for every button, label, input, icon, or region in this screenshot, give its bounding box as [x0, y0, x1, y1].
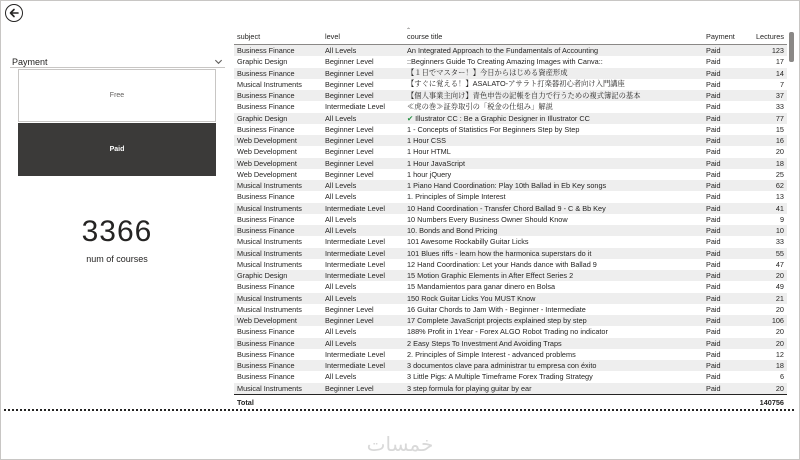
cell-level: Beginner Level [325, 383, 374, 393]
back-arrow-icon [8, 7, 20, 19]
cell-payment: Paid [706, 147, 721, 157]
cell-course-title: 10 Hand Coordination - Transfer Chord Ballad 9 - C & Bb Key [407, 203, 606, 213]
cell-payment: Paid [706, 361, 721, 371]
table-row[interactable] [234, 191, 787, 202]
cell-lectures: 20 [775, 338, 784, 348]
cell-level: All Levels [325, 113, 357, 123]
cell-level: Beginner Level [325, 304, 374, 314]
check-icon: ✔ [407, 113, 414, 123]
cell-payment: Paid [706, 316, 721, 326]
cell-course-title: 10. Bonds and Bond Pricing [407, 226, 498, 236]
cell-payment: Paid [706, 259, 721, 269]
cell-course-title: An Integrated Approach to the Fundamentals of Accounting [407, 46, 599, 56]
cell-lectures: 20 [775, 271, 784, 281]
table-row[interactable] [234, 281, 787, 292]
table-row[interactable] [234, 124, 787, 135]
cell-lectures: 18 [775, 158, 784, 168]
cell-course-title: ::Beginners Guide To Creating Amazing Images with Canva:: [407, 57, 603, 67]
cell-payment: Paid [706, 169, 721, 179]
scrollbar-thumb[interactable] [789, 32, 794, 62]
cell-course-title: 1 Hour CSS [407, 136, 446, 146]
cell-subject: Business Finance [237, 338, 295, 348]
cell-payment: Paid [706, 102, 721, 112]
cell-payment: Paid [706, 91, 721, 101]
cell-subject: Musical Instruments [237, 248, 302, 258]
slicer-divider [10, 67, 225, 68]
table-row[interactable] [234, 236, 787, 247]
cell-course-title: 12 Hand Coordination: Let your Hands dance with Ballad 9 [407, 259, 597, 269]
section-divider [4, 409, 794, 411]
table-row[interactable] [234, 304, 787, 315]
cell-level: Beginner Level [325, 169, 374, 179]
cell-subject: Web Development [237, 158, 297, 168]
kpi-card-label: num of courses [86, 254, 148, 264]
cell-lectures: 10 [775, 226, 784, 236]
cell-level: Intermediate Level [325, 203, 386, 213]
table-row[interactable] [234, 383, 787, 394]
table-row[interactable] [234, 45, 787, 56]
cell-lectures: 16 [775, 136, 784, 146]
cell-lectures: 20 [775, 327, 784, 337]
table-row[interactable] [234, 79, 787, 90]
cell-payment: Paid [706, 349, 721, 359]
cell-subject: Business Finance [237, 327, 295, 337]
cell-payment: Paid [706, 79, 721, 89]
cell-course-title: 【個人事業主向け】青色申告の記帳を自力で行うための複式簿記の基本 [407, 90, 641, 100]
cell-payment: Paid [706, 248, 721, 258]
table-row[interactable] [234, 259, 787, 270]
cell-level: Intermediate Level [325, 271, 386, 281]
cell-level: Intermediate Level [325, 248, 386, 258]
sort-ascending-icon: ⌃ [406, 27, 412, 34]
cell-course-title: 1 Hour HTML [407, 147, 451, 157]
cell-level: Beginner Level [325, 147, 374, 157]
cell-payment: Paid [706, 372, 721, 382]
table-row[interactable] [234, 180, 787, 191]
cell-subject: Musical Instruments [237, 203, 302, 213]
table-row[interactable] [234, 293, 787, 304]
cell-lectures: 20 [775, 383, 784, 393]
cell-lectures: 13 [775, 192, 784, 202]
cell-level: Beginner Level [325, 68, 374, 78]
table-row[interactable] [234, 248, 787, 259]
cell-subject: Graphic Design [237, 271, 288, 281]
cell-course-title: 3 Little Pigs: A Multiple Timeframe Forex Trading Strategy [407, 372, 593, 382]
cell-course-title: 1 Piano Hand Coordination: Play 10th Ballad in Eb Key songs [407, 181, 607, 191]
cell-level: Beginner Level [325, 57, 374, 67]
cell-payment: Paid [706, 271, 721, 281]
column-header-course-title[interactable] [404, 27, 703, 41]
cell-lectures: 21 [775, 293, 784, 303]
cell-payment: Paid [706, 68, 721, 78]
cell-lectures: 25 [775, 169, 784, 179]
cell-subject: Business Finance [237, 282, 295, 292]
cell-level: All Levels [325, 192, 357, 202]
cell-subject: Web Development [237, 147, 297, 157]
cell-level: Intermediate Level [325, 361, 386, 371]
cell-payment: Paid [706, 293, 721, 303]
cell-lectures: 12 [775, 349, 784, 359]
cell-payment: Paid [706, 181, 721, 191]
cell-lectures: 6 [779, 372, 784, 382]
total-lectures: 140756 [759, 397, 784, 407]
cell-subject: Business Finance [237, 124, 295, 134]
slicer-option-free[interactable]: Free [18, 69, 216, 122]
cell-lectures: 9 [779, 214, 784, 224]
cell-level: Beginner Level [325, 316, 374, 326]
cell-subject: Musical Instruments [237, 79, 302, 89]
cell-subject: Musical Instruments [237, 259, 302, 269]
column-header-lectures[interactable]: Lectures [756, 31, 784, 41]
cell-subject: Business Finance [237, 214, 295, 224]
cell-subject: Musical Instruments [237, 293, 302, 303]
cell-course-title: ≪虎の巻≫証券取引の「税金の仕組み」解説 [407, 101, 553, 111]
cell-subject: Business Finance [237, 361, 295, 371]
cell-level: All Levels [325, 226, 357, 236]
cell-course-title: 1. Principles of Simple Interest [407, 192, 506, 202]
cell-payment: Paid [706, 327, 721, 337]
cell-course-title: 【すぐに覚える！】ASALATO-アサラト打楽器初心者向け入門講座 [407, 79, 625, 89]
table-row[interactable] [234, 68, 787, 79]
cell-level: All Levels [325, 293, 357, 303]
cell-subject: Web Development [237, 169, 297, 179]
table-row[interactable] [234, 270, 787, 281]
cell-payment: Paid [706, 214, 721, 224]
cell-subject: Business Finance [237, 226, 295, 236]
cell-level: All Levels [325, 338, 357, 348]
cell-payment: Paid [706, 304, 721, 314]
cell-lectures: 47 [775, 259, 784, 269]
cell-subject: Musical Instruments [237, 304, 302, 314]
cell-level: Intermediate Level [325, 349, 386, 359]
cell-payment: Paid [706, 237, 721, 247]
cell-lectures: 18 [775, 361, 784, 371]
table-row[interactable] [234, 158, 787, 169]
cell-subject: Business Finance [237, 46, 295, 56]
cell-subject: Musical Instruments [237, 383, 302, 393]
cell-level: Intermediate Level [325, 259, 386, 269]
cell-course-title: 10 Numbers Every Business Owner Should Know [407, 214, 568, 224]
table-row[interactable] [234, 56, 787, 67]
column-header-level[interactable]: level [325, 31, 341, 41]
table-row[interactable] [234, 360, 787, 371]
table-row[interactable] [234, 113, 787, 124]
payment-slicer-title: Payment [12, 57, 48, 67]
table-header [234, 28, 787, 45]
cell-course-title: 1 - Concepts of Statistics For Beginners Step by Step [407, 124, 580, 134]
cell-lectures: 37 [775, 91, 784, 101]
cell-course-title: 2. Principles of Simple Interest - advanced problems [407, 349, 576, 359]
cell-course-title: 16 Guitar Chords to Jam With - Beginner - Intermediate [407, 304, 586, 314]
table-row[interactable] [234, 135, 787, 146]
cell-lectures: 15 [775, 124, 784, 134]
cell-course-title: 15 Mandamientos para ganar dinero en Bolsa [407, 282, 556, 292]
table-row[interactable] [234, 326, 787, 337]
cell-subject: Business Finance [237, 372, 295, 382]
cell-subject: Web Development [237, 316, 297, 326]
column-header-course-title-label: course title [407, 31, 443, 41]
courses-table [234, 28, 787, 409]
cell-payment: Paid [706, 124, 721, 134]
cell-level: All Levels [325, 282, 357, 292]
table-row[interactable] [234, 349, 787, 360]
cell-level: All Levels [325, 46, 357, 56]
cell-course-title: ✔ Illustrator CC : Be a Graphic Designer in Illustrator CC [407, 113, 590, 123]
cell-subject: Musical Instruments [237, 181, 302, 191]
table-row[interactable] [234, 338, 787, 349]
cell-level: Beginner Level [325, 136, 374, 146]
cell-payment: Paid [706, 338, 721, 348]
cell-course-title: 3 documentos clave para administrar tu empresa con éxito [407, 361, 597, 371]
table-row[interactable] [234, 371, 787, 382]
cell-subject: Business Finance [237, 68, 295, 78]
cell-payment: Paid [706, 113, 721, 123]
cell-level: Beginner Level [325, 79, 374, 89]
cell-lectures: 77 [775, 113, 784, 123]
cell-level: Beginner Level [325, 124, 374, 134]
cell-lectures: 17 [775, 57, 784, 67]
cell-level: Intermediate Level [325, 237, 386, 247]
cell-subject: Graphic Design [237, 113, 288, 123]
table-row[interactable] [234, 90, 787, 101]
table-body [234, 45, 787, 394]
cell-payment: Paid [706, 46, 721, 56]
cell-payment: Paid [706, 158, 721, 168]
cell-subject: Business Finance [237, 349, 295, 359]
back-button[interactable] [5, 4, 23, 22]
cell-lectures: 55 [775, 248, 784, 258]
cell-level: All Levels [325, 214, 357, 224]
cell-payment: Paid [706, 282, 721, 292]
cell-lectures: 106 [771, 316, 784, 326]
cell-course-title: 150 Rock Guitar Licks You MUST Know [407, 293, 536, 303]
cell-course-title: 17 Complete JavaScript projects explained step by step [407, 316, 587, 326]
cell-course-title: 1 hour jQuery [407, 169, 452, 179]
cell-level: Beginner Level [325, 158, 374, 168]
watermark: خمسات [366, 432, 434, 456]
cell-lectures: 123 [771, 46, 784, 56]
cell-lectures: 41 [775, 203, 784, 213]
column-header-subject[interactable]: subject [237, 31, 261, 41]
cell-lectures: 14 [775, 68, 784, 78]
cell-level: All Levels [325, 181, 357, 191]
table-total-row [234, 394, 787, 409]
cell-payment: Paid [706, 57, 721, 67]
table-row[interactable] [234, 315, 787, 326]
table-scrollbar[interactable] [789, 28, 794, 408]
cell-course-title: 188% Profit in 1Year - Forex ALGO Robot Trading no indicator [407, 327, 608, 337]
table-row[interactable] [234, 214, 787, 225]
cell-course-title: 15 Motion Graphic Elements in After Effect Series 2 [407, 271, 574, 281]
cell-subject: Graphic Design [237, 57, 288, 67]
cell-subject: Business Finance [237, 91, 295, 101]
table-row[interactable] [234, 225, 787, 236]
cell-course-title: 【１日でマスター！】今日からはじめる資産形成 [407, 68, 568, 78]
cell-level: Intermediate Level [325, 102, 386, 112]
slicer-option-paid[interactable]: Paid [18, 123, 216, 176]
cell-level: Beginner Level [325, 91, 374, 101]
cell-payment: Paid [706, 383, 721, 393]
cell-lectures: 20 [775, 304, 784, 314]
cell-lectures: 20 [775, 147, 784, 157]
cell-lectures: 33 [775, 102, 784, 112]
cell-payment: Paid [706, 136, 721, 146]
cell-course-title: 2 Easy Steps To Investment And Avoiding Traps [407, 338, 562, 348]
cell-lectures: 49 [775, 282, 784, 292]
cell-course-title: 1 Hour JavaScript [407, 158, 465, 168]
cell-subject: Business Finance [237, 102, 295, 112]
cell-subject: Business Finance [237, 192, 295, 202]
cell-payment: Paid [706, 203, 721, 213]
table-row[interactable] [234, 101, 787, 112]
table-row[interactable] [234, 146, 787, 157]
cell-lectures: 62 [775, 181, 784, 191]
cell-payment: Paid [706, 192, 721, 202]
cell-lectures: 7 [779, 79, 784, 89]
cell-course-title: 3 step formula for playing guitar by ear [407, 383, 532, 393]
cell-payment: Paid [706, 226, 721, 236]
cell-course-title: 101 Awesome Rockabilly Guitar Licks [407, 237, 529, 247]
cell-subject: Web Development [237, 136, 297, 146]
cell-level: All Levels [325, 327, 357, 337]
column-header-payment[interactable]: Payment [706, 31, 735, 41]
cell-level: All Levels [325, 372, 357, 382]
cell-subject: Musical Instruments [237, 237, 302, 247]
kpi-card-value: 3366 [81, 215, 153, 248]
table-row[interactable] [234, 203, 787, 214]
table-row[interactable] [234, 169, 787, 180]
cell-lectures: 33 [775, 237, 784, 247]
chevron-down-icon[interactable] [214, 57, 223, 66]
cell-course-title: 101 Blues riffs - learn how the harmonica superstars do it [407, 248, 592, 258]
total-label: Total [237, 397, 254, 407]
